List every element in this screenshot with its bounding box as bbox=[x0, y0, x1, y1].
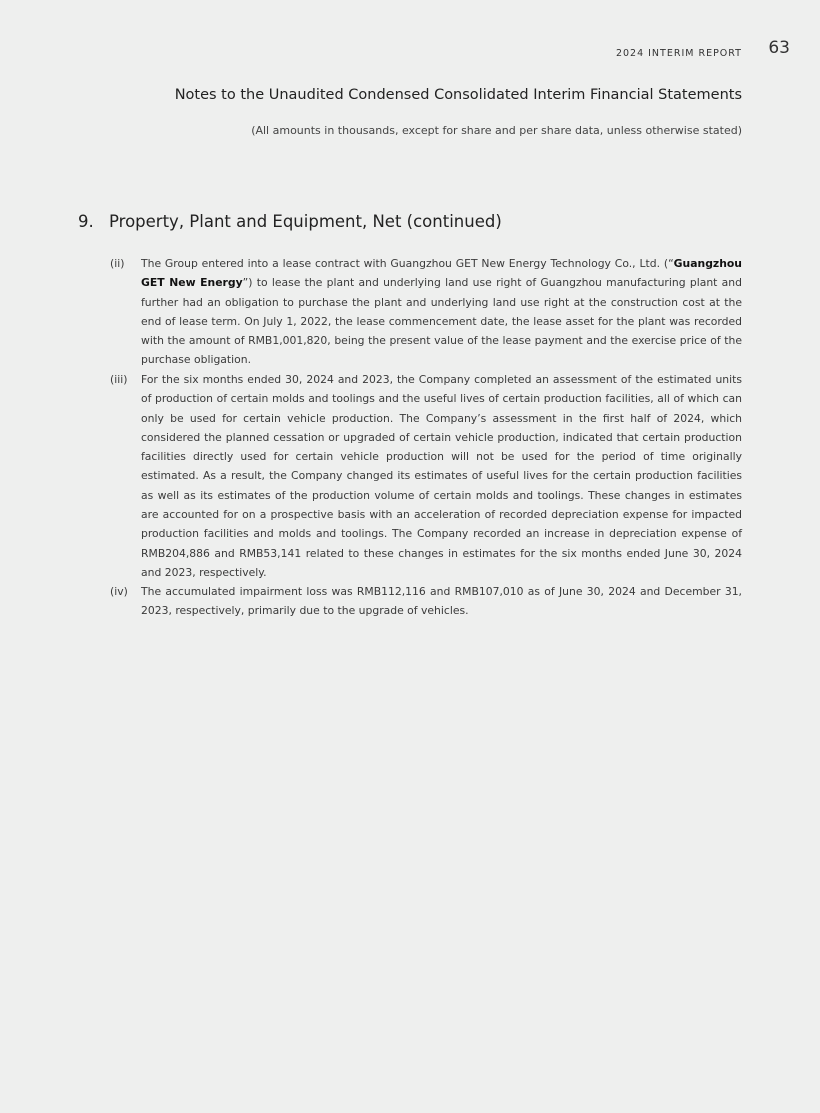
section-title: Property, Plant and Equipment, Net (continued) bbox=[109, 212, 502, 231]
note-item-iv bbox=[110, 582, 742, 621]
report-label: 2024 INTERIM REPORT bbox=[615, 48, 742, 59]
defined-term: Guangzhou GET New Energy bbox=[141, 257, 742, 290]
section-heading bbox=[78, 212, 502, 231]
note-item-ii bbox=[110, 254, 742, 370]
notes-title: Notes to the Unaudited Condensed Consolidated Interim Financial Statements bbox=[174, 87, 742, 103]
item-number: (ii) bbox=[110, 257, 125, 270]
item-number: (iv) bbox=[110, 585, 128, 598]
amounts-note: (All amounts in thousands, except for share and per share data, unless otherwise stated) bbox=[251, 124, 742, 137]
item-text-start: The Group entered into a lease contract with Guangzhou GET New Energy Technology Co., Ltd. (“ bbox=[141, 257, 674, 270]
item-paragraph: The accumulated impairment loss was RMB112,116 and RMB107,010 as of June 30, 2024 and December 31, 2023, respectively, primarily due to the upgrade of vehicles. bbox=[141, 585, 742, 618]
section-number: 9. bbox=[78, 212, 94, 231]
item-paragraph: For the six months ended 30, 2024 and 2023, the Company completed an assessment of the estimated units of production of certain molds and toolings and the useful lives of certain production facilities, all of which can only be used for certain vehicle production. The Company’s assessment in the first half of 2024, which considered the planned cessation or upgraded of certain vehicle production, indicated that certain production facilities directly used for certain vehicle production will not be used for the period of time originally estimated. As a result, the Company changed its estimates of useful lives for the certain production facilities as well as its estimates of the production volume of certain molds and toolings. These changes in estimates are accounted for on a prospective basis with an acceleration of recorded depreciation expense for impacted production facilities and molds and toolings. The Company recorded an increase in depreciation expense of RMB204,886 and RMB53,141 related to these changes in estimates for the six months ended June 30, 2024 and 2023, respectively. bbox=[141, 373, 742, 579]
page-number: 63 bbox=[768, 38, 790, 58]
item-number: (iii) bbox=[110, 373, 128, 386]
item-paragraph bbox=[141, 254, 742, 370]
item-text-end: ”) to lease the plant and underlying land use right of Guangzhou manufacturing plant and further had an obligation to purchase the plant and underlying land use right at the construction cost at the end of lease term. On July 1, 2022, the lease commencement date, the lease asset for the plant was recorded with the amount of RMB1,001,820, being the present value of the lease payment and the exercise price of the purchase obligation. bbox=[141, 276, 742, 367]
note-item-iii bbox=[110, 370, 742, 582]
